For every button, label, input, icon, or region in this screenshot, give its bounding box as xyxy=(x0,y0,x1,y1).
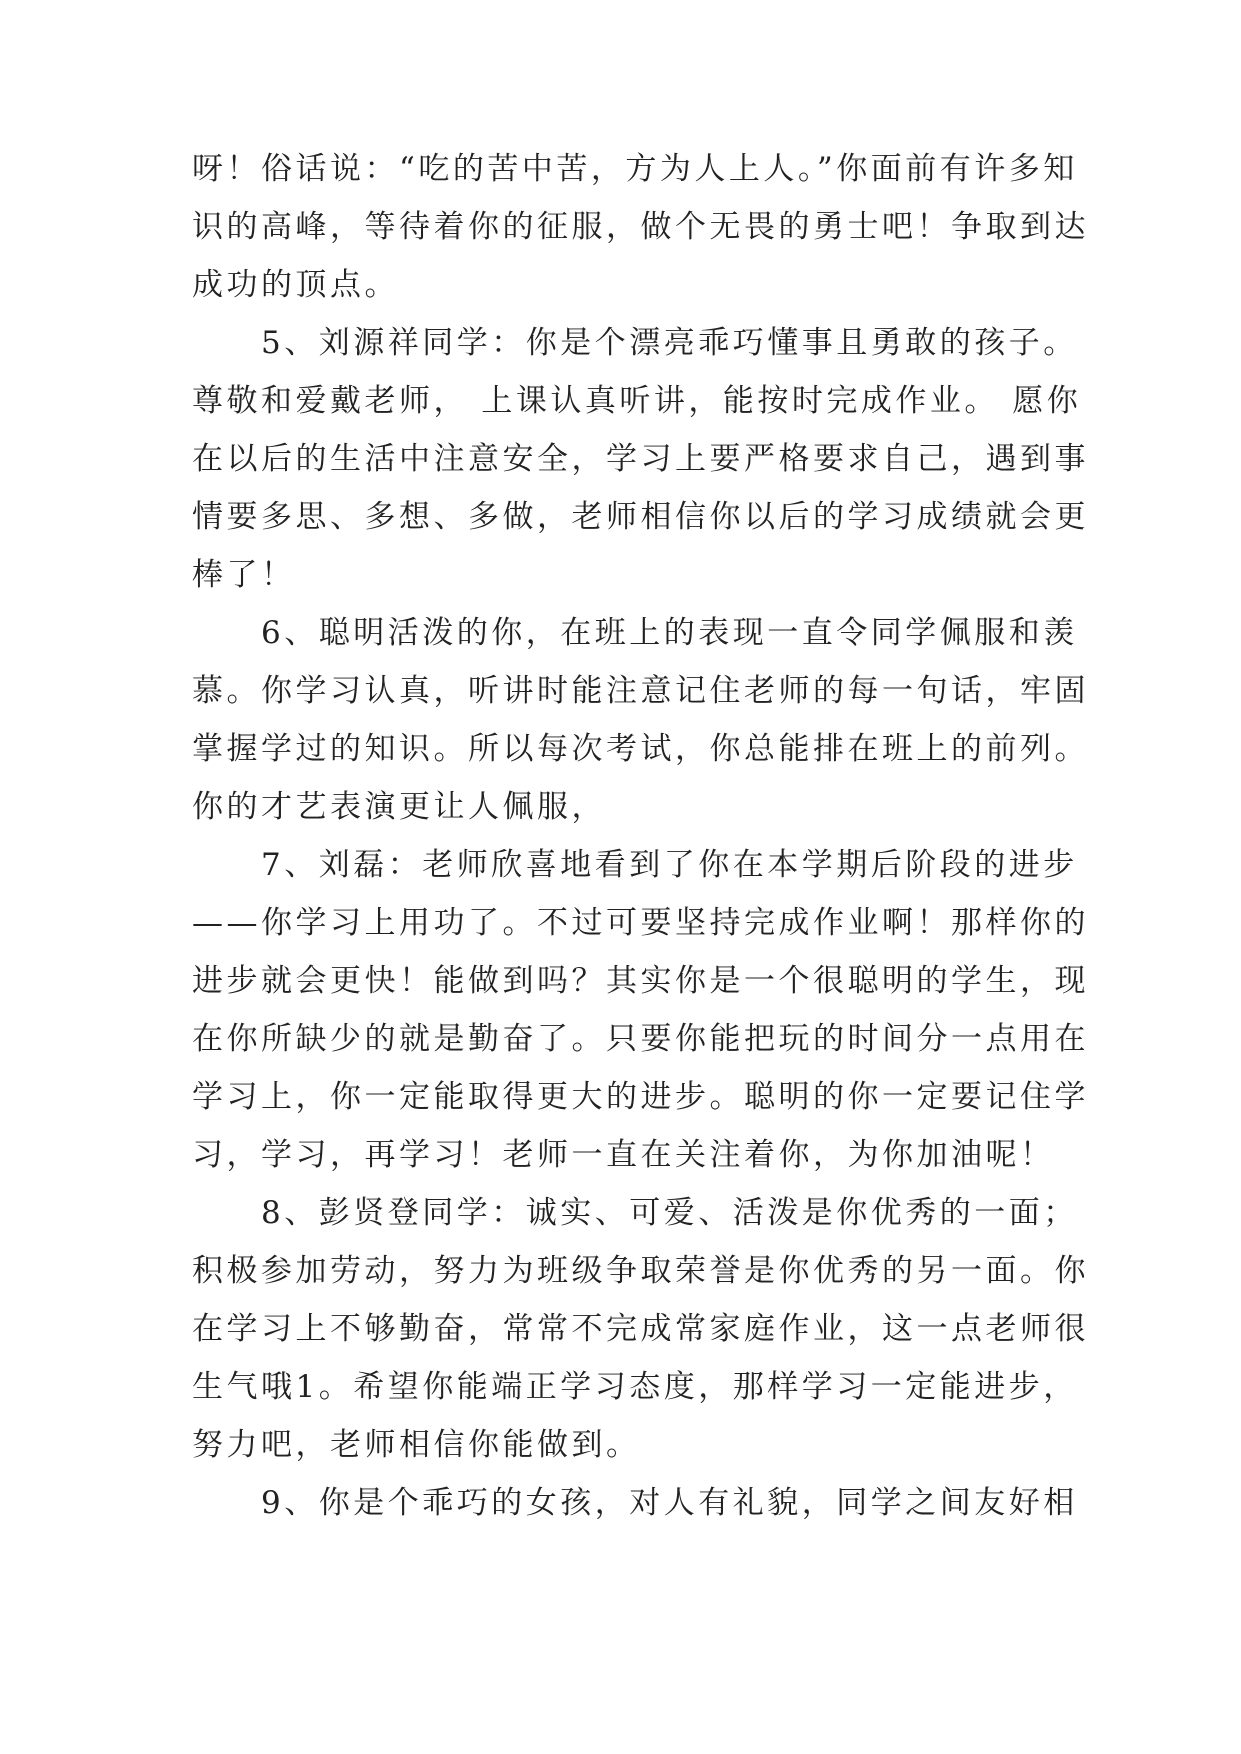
text-line: 识的高峰，等待着你的征服，做个无畏的勇士吧！争取到达 xyxy=(192,209,1089,245)
text-line: ——你学习上用功了。不过可要坚持完成作业啊！那样你的 xyxy=(192,905,1089,941)
document-body xyxy=(192,140,1089,1532)
text-line: 慕。你学习认真，听讲时能注意记住老师的每一句话，牢固 xyxy=(192,673,1089,709)
text-line: 生气哦1。希望你能端正学习态度，那样学习一定能进步， xyxy=(192,1369,1078,1405)
text-line: 成功的顶点。 xyxy=(192,267,399,303)
text-line: 在学习上不够勤奋，常常不完成常家庭作业，这一点老师很 xyxy=(192,1311,1089,1347)
text-line: 积极参加劳动，努力为班级争取荣誉是你优秀的另一面。你 xyxy=(192,1253,1089,1289)
text-line: 进步就会更快！能做到吗？其实你是一个很聪明的学生，现 xyxy=(192,963,1089,999)
text-line: 学习上，你一定能取得更大的进步。聪明的你一定要记住学 xyxy=(192,1079,1089,1115)
text-line: 棒了！ xyxy=(192,557,296,593)
text-line: 掌握学过的知识。所以每次考试，你总能排在班上的前列。 xyxy=(192,731,1089,767)
text-line: 努力吧，老师相信你能做到。 xyxy=(192,1427,641,1463)
text-line: 你的才艺表演更让人佩服， xyxy=(192,789,606,825)
text-line: 6、聪明活泼的你，在班上的表现一直令同学佩服和羡 xyxy=(192,615,1078,651)
text-line: 5、刘源祥同学：你是个漂亮乖巧懂事且勇敢的孩子。 xyxy=(192,325,1078,361)
text-line: 尊敬和爱戴老师， 上课认真听讲，能按时完成作业。 愿你 xyxy=(192,383,1082,419)
text-line: 在以后的生活中注意安全，学习上要严格要求自己，遇到事 xyxy=(192,441,1089,477)
text-line: 呀！俗话说：“吃的苦中苦，方为人上人。”你面前有许多知 xyxy=(192,151,1078,187)
text-line: 8、彭贤登同学：诚实、可爱、活泼是你优秀的一面； xyxy=(192,1195,1078,1231)
text-line: 在你所缺少的就是勤奋了。只要你能把玩的时间分一点用在 xyxy=(192,1021,1089,1057)
text-line: 习，学习，再学习！老师一直在关注着你，为你加油呢！ xyxy=(192,1137,1055,1173)
text-line: 9、你是个乖巧的女孩，对人有礼貌，同学之间友好相 xyxy=(192,1485,1078,1521)
text-line: 情要多思、多想、多做，老师相信你以后的学习成绩就会更 xyxy=(192,499,1089,535)
text-line: 7、刘磊：老师欣喜地看到了你在本学期后阶段的进步 xyxy=(192,847,1078,883)
